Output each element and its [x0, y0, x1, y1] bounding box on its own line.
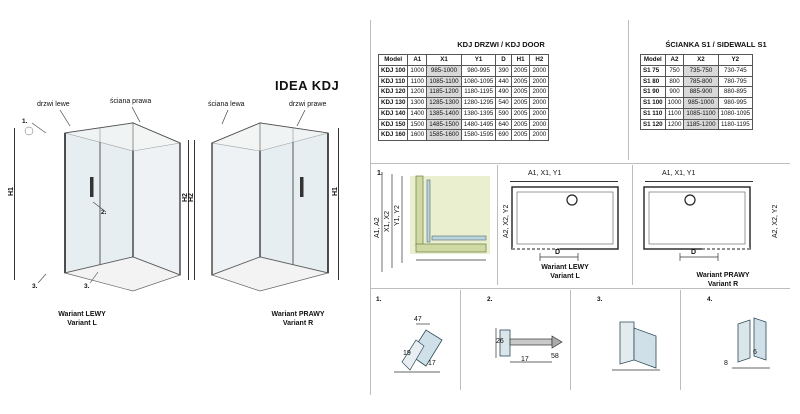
callout-3-left: 3. [32, 283, 38, 290]
detail-2-number: 2. [487, 296, 493, 303]
plan-left-caption [502, 263, 628, 281]
variant-right-caption-line1: Wariant PRAWY [271, 311, 325, 318]
vertical-divider-2 [497, 165, 498, 285]
door-table-cell-3-5: 2005 [511, 98, 530, 109]
door-table-header-1: A1 [408, 55, 427, 66]
table-row [379, 119, 549, 130]
door-table-cell-1-5: 2005 [511, 76, 530, 87]
door-table-cell-4-5: 2005 [511, 108, 530, 119]
variant-right-caption-line2: Variant R [282, 320, 314, 328]
door-table-cell-3-4: 540 [496, 98, 511, 109]
sidewall-table-cell-1-2: 785-800 [684, 76, 718, 87]
door-table-cell-4-2: 1385-1400 [427, 108, 462, 119]
dim-h2-right-line [194, 140, 195, 280]
sidewall-table-cell-1-1: 800 [665, 76, 684, 87]
door-table-cell-2-3: 1180-1195 [461, 87, 496, 98]
vertical-divider-7 [628, 20, 629, 160]
detail-2-value-0: 26 [496, 338, 504, 345]
door-table-caption: KDJ DRZWI / KDJ DOOR [457, 40, 545, 49]
plan-left-top-dims: A1, X1, Y1 [528, 170, 562, 177]
door-table-cell-1-1: 1100 [408, 76, 427, 87]
table-row [641, 119, 753, 130]
door-table-cell-4-1: 1400 [408, 108, 427, 119]
door-table-header-4: D [496, 55, 511, 66]
sidewall-table-cell-4-1: 1100 [665, 108, 684, 119]
label-door-right: drzwi prawe [289, 101, 327, 108]
door-table-cell-3-1: 1300 [408, 98, 427, 109]
door-table-cell-3-3: 1280-1295 [461, 98, 496, 109]
plan-left-caption-line2: Variant L [550, 273, 580, 281]
sidewall-table-cell-1-3: 780-795 [718, 76, 753, 87]
variant-left-caption-line2: Variant L [67, 320, 97, 328]
table-row [379, 130, 549, 141]
door-table-cell-5-3: 1480-1495 [461, 119, 496, 130]
sidewall-table-cell-3-3: 980-995 [718, 98, 753, 109]
door-table-cell-0-2: 985-1000 [427, 65, 462, 76]
door-table-cell-4-0: KDJ 140 [379, 108, 408, 119]
detail-4-number: 4. [707, 296, 713, 303]
table-row [641, 108, 753, 119]
plan-right-caption-line2: Variant R [707, 281, 739, 289]
door-table-cell-6-3: 1580-1595 [461, 130, 496, 141]
sidewall-table-cell-4-0: S1 110 [641, 108, 666, 119]
door-table-cell-5-5: 2005 [511, 119, 530, 130]
horizontal-divider-1 [370, 163, 790, 164]
plan-left-side-dims: A2, X2, Y2 [503, 204, 510, 238]
variant-left-caption-line1: Wariant LEWY [58, 311, 106, 318]
sidewall-table-cell-3-0: S1 100 [641, 98, 666, 109]
door-table-header-2: X1 [427, 55, 462, 66]
table-row [641, 76, 753, 87]
sidewall-table-cell-4-2: 1085-1100 [684, 108, 718, 119]
door-table-cell-6-2: 1585-1600 [427, 130, 462, 141]
door-table-cell-6-5: 2005 [511, 130, 530, 141]
sidewall-table-cell-0-0: S1 75 [641, 65, 666, 76]
door-table-header-0: Model [379, 55, 408, 66]
sidewall-table-cell-2-1: 900 [665, 87, 684, 98]
door-table-cell-3-6: 2000 [530, 98, 549, 109]
sidewall-table-cell-3-2: 985-1000 [684, 98, 718, 109]
door-table-cell-0-1: 1000 [408, 65, 427, 76]
detail-2-value-1: 17 [521, 356, 529, 363]
door-table [378, 54, 549, 141]
table-row [379, 65, 549, 76]
dim-h2-right-label: H2 [188, 193, 195, 202]
sidewall-table-cell-1-0: S1 80 [641, 76, 666, 87]
detail-3-number: 3. [597, 296, 603, 303]
variant-right-caption [238, 310, 358, 328]
plan-right-caption [660, 271, 786, 289]
table-row [641, 65, 753, 76]
sidewall-table-header-0: Model [641, 55, 666, 66]
door-table-header-5: H1 [511, 55, 530, 66]
plan-right-drawing [636, 183, 766, 273]
vertical-divider-4 [460, 290, 461, 390]
detail-2-drawing [490, 302, 575, 388]
callout-2-left: 2. [101, 209, 107, 216]
vertical-divider-3 [632, 165, 633, 285]
door-table-cell-6-1: 1600 [408, 130, 427, 141]
detail-4-drawing [710, 302, 795, 388]
sidewall-table-header-2: X2 [684, 55, 718, 66]
door-table-cell-2-4: 490 [496, 87, 511, 98]
door-table-cell-1-2: 1085-1100 [427, 76, 462, 87]
door-table-cell-2-1: 1200 [408, 87, 427, 98]
sidewall-table-header-3: Y2 [718, 55, 753, 66]
door-table-cell-6-0: KDJ 160 [379, 130, 408, 141]
door-table-cell-1-6: 2000 [530, 76, 549, 87]
plan-left-drawing [500, 183, 630, 273]
sidewall-table-cell-5-3: 1180-1195 [718, 119, 753, 130]
door-table-cell-0-6: 2000 [530, 65, 549, 76]
table-row [379, 98, 549, 109]
sidewall-table-caption: ŚCIANKA S1 / SIDEWALL S1 [665, 40, 767, 49]
detail-4-value-0: 6 [753, 349, 757, 356]
door-table-header-6: H2 [530, 55, 549, 66]
plan-right-caption-line1: Wariant PRAWY [696, 272, 750, 279]
dim-h2-left-label: H2 [182, 193, 189, 202]
table-row [641, 87, 753, 98]
variant-right-perspective [200, 115, 370, 295]
door-table-cell-5-6: 2000 [530, 119, 549, 130]
door-table-cell-4-3: 1380-1395 [461, 108, 496, 119]
page-title: IDEA KDJ [275, 78, 340, 93]
label-wall-left: ściana lewa [208, 101, 245, 108]
door-table-header-3: Y1 [461, 55, 496, 66]
detail-2-value-2: 58 [551, 353, 559, 360]
door-table-cell-3-2: 1285-1300 [427, 98, 462, 109]
plan-right-top-dims: A1, X1, Y1 [662, 170, 696, 177]
plan-right-side-dims: A2, X2, Y2 [772, 204, 779, 238]
door-table-cell-1-0: KDJ 110 [379, 76, 408, 87]
dim-h1-left-label: H1 [8, 187, 15, 196]
door-table-cell-6-6: 2000 [530, 130, 549, 141]
detail-1-value-1: 19 [403, 350, 411, 357]
callout-3b-left: 3. [84, 283, 90, 290]
sidewall-table-cell-2-0: S1 90 [641, 87, 666, 98]
sidewall-table-cell-5-1: 1200 [665, 119, 684, 130]
door-table-cell-3-0: KDJ 130 [379, 98, 408, 109]
detail-1-value-2: 17 [428, 360, 436, 367]
variant-left-caption [22, 310, 142, 328]
plan-left-door-dim: D [555, 249, 561, 256]
sidewall-table-cell-5-0: S1 120 [641, 119, 666, 130]
door-table-cell-2-6: 2000 [530, 87, 549, 98]
table-row [379, 76, 549, 87]
door-table-cell-0-5: 2005 [511, 65, 530, 76]
door-table-cell-2-5: 2005 [511, 87, 530, 98]
plan-left-caption-line1: Wariant LEWY [541, 264, 589, 271]
door-table-cell-2-2: 1185-1200 [427, 87, 462, 98]
door-table-cell-5-4: 640 [496, 119, 511, 130]
sidewall-table-cell-2-2: 885-900 [684, 87, 718, 98]
table-row [641, 98, 753, 109]
sidewall-table-cell-2-3: 880-895 [718, 87, 753, 98]
door-table-cell-1-4: 440 [496, 76, 511, 87]
sidewall-table-cell-0-3: 730-745 [718, 65, 753, 76]
sidewall-table-cell-3-1: 1000 [665, 98, 684, 109]
detail-dim-y: Y1, Y2 [394, 205, 401, 226]
detail-1-value-0: 47 [414, 316, 422, 323]
plan-left-top-dimline [510, 181, 618, 182]
door-table-cell-6-4: 690 [496, 130, 511, 141]
door-table-cell-4-4: 590 [496, 108, 511, 119]
door-table-cell-5-0: KDJ 150 [379, 119, 408, 130]
table-row [379, 87, 549, 98]
sidewall-table-cell-0-1: 750 [665, 65, 684, 76]
sidewall-table-cell-5-2: 1185-1200 [684, 119, 718, 130]
door-table-cell-1-3: 1080-1095 [461, 76, 496, 87]
detail-1-number: 1. [376, 296, 382, 303]
sidewall-table-cell-4-3: 1080-1095 [718, 108, 753, 119]
door-table-cell-5-1: 1500 [408, 119, 427, 130]
label-wall-right: ściana prawa [110, 98, 152, 105]
vertical-divider-6 [680, 290, 681, 390]
callout-1-left: 1. [22, 118, 28, 125]
plan-right-door-dim: D [691, 249, 697, 256]
door-table-cell-0-3: 980-995 [461, 65, 496, 76]
label-door-left: drzwi lewe [37, 101, 70, 108]
dim-h1-right-line [338, 128, 339, 280]
plan-right-top-dimline [645, 181, 753, 182]
detail-dim-x: X1, X2 [384, 210, 391, 232]
door-table-cell-0-0: KDJ 100 [379, 65, 408, 76]
table-row [379, 108, 549, 119]
vertical-divider-1 [370, 20, 371, 395]
detail-3-drawing [600, 302, 680, 388]
dim-h1-right-label: H1 [332, 187, 339, 196]
door-table-cell-0-4: 390 [496, 65, 511, 76]
sidewall-table-cell-0-2: 735-750 [684, 65, 718, 76]
sidewall-table [640, 54, 753, 130]
detail-dim-a: A1, A2 [374, 217, 381, 238]
door-table-cell-2-0: KDJ 120 [379, 87, 408, 98]
detail-1-drawing [380, 300, 460, 388]
detail-4-value-1: 8 [724, 360, 728, 367]
sidewall-table-header-1: A2 [665, 55, 684, 66]
detail-callout-1: 1. [377, 170, 383, 177]
door-table-cell-5-2: 1485-1500 [427, 119, 462, 130]
door-table-cell-4-6: 2000 [530, 108, 549, 119]
